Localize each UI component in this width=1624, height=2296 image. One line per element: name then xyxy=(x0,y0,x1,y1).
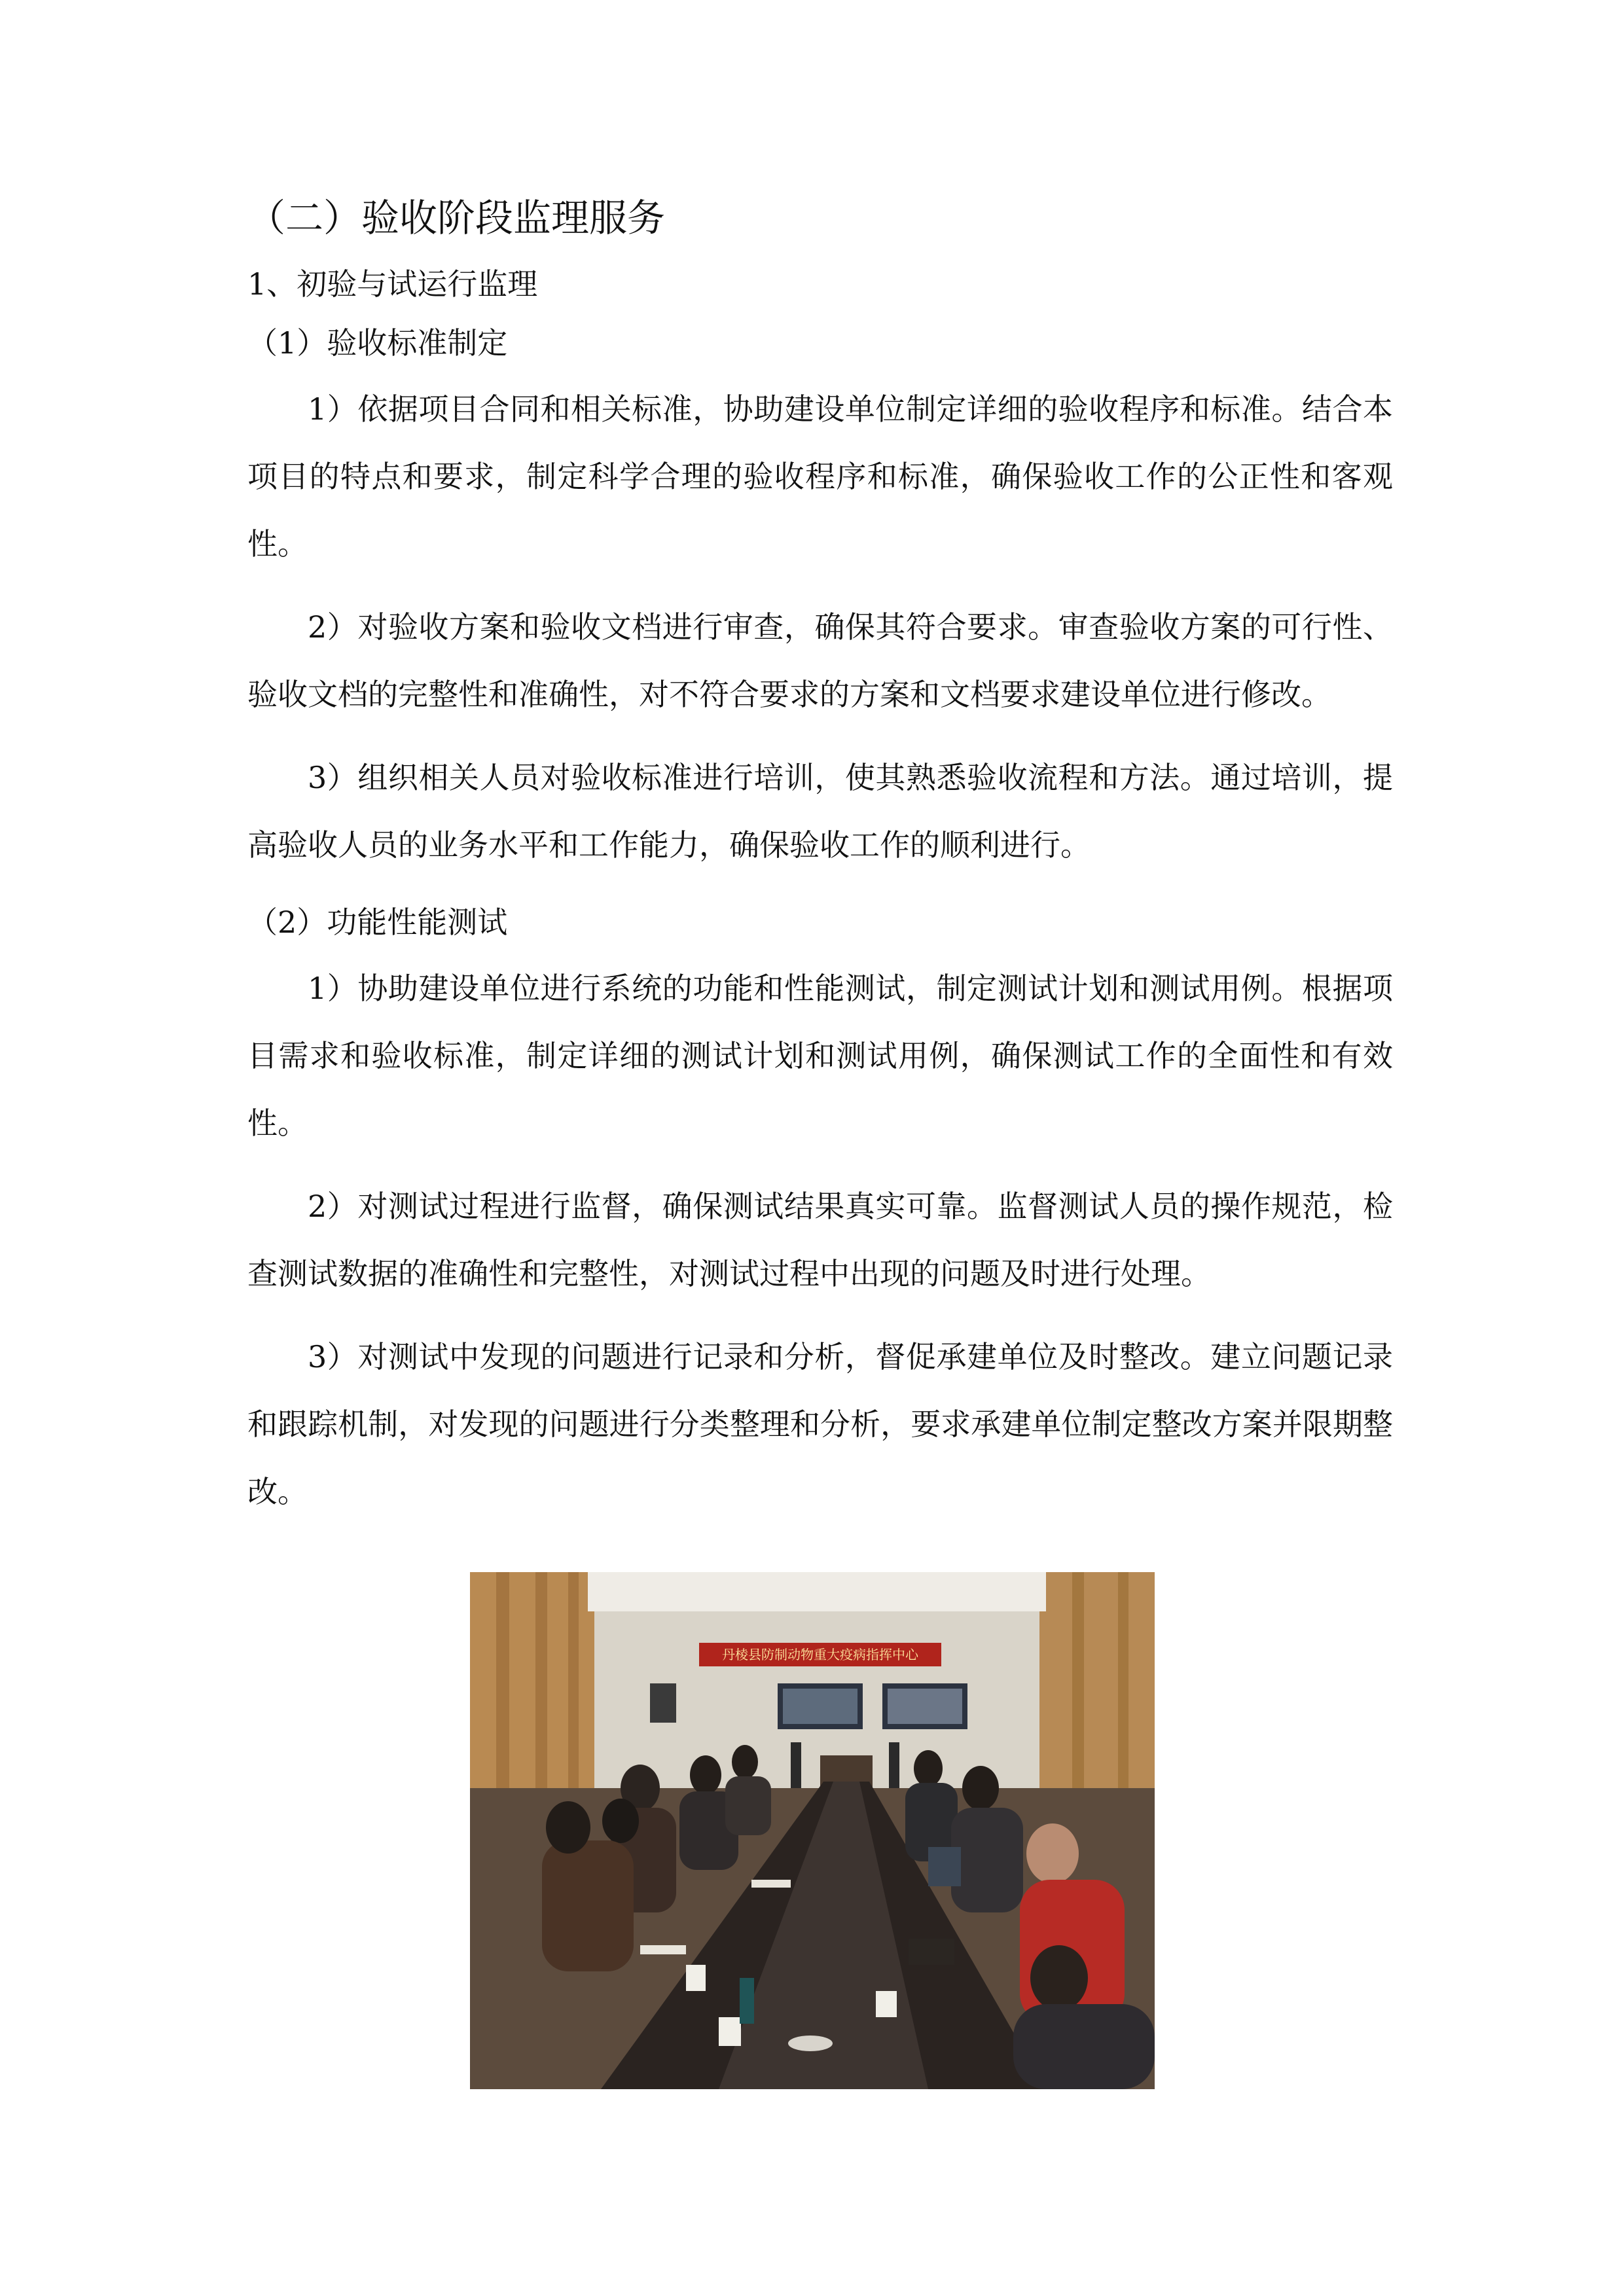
banner-text: 丹棱县防制动物重大疫病指挥中心 xyxy=(722,1647,918,1662)
meeting-room-photo xyxy=(470,1572,1155,2089)
paragraph: 3）组织相关人员对验收标准进行培训，使其熟悉验收流程和方法。通过培训，提高验收人员的业务水平和工作能力，确保验收工作的顺利进行。 xyxy=(247,760,1393,863)
paragraph: 1）协助建设单位进行系统的功能和性能测试，制定测试计划和测试用例。根据项目需求和验收标准，制定详细的测试计划和测试用例，确保测试工作的全面性和有效性。 xyxy=(247,971,1393,1141)
block-acceptance-standards xyxy=(247,319,1393,879)
block-function-performance-test xyxy=(247,899,1393,1526)
section-title: （二）验收阶段监理服务 xyxy=(247,196,666,240)
paragraph: 1）依据项目合同和相关标准，协助建设单位制定详细的验收程序和标准。结合本项目的特点和要求，制定科学合理的验收程序和标准，确保验收工作的公正性和客观性。 xyxy=(247,391,1393,562)
block-heading: （2）功能性能测试 xyxy=(247,905,508,940)
paragraph: 2）对验收方案和验收文档进行审查，确保其符合要求。审查验收方案的可行性、验收文档的完整性和准确性，对不符合要求的方案和文档要求建设单位进行修改。 xyxy=(247,609,1393,712)
block-heading: （1）验收标准制定 xyxy=(247,325,508,361)
document-body xyxy=(247,188,1393,1541)
subsection-title: 1、初验与试运行监理 xyxy=(247,266,538,302)
paragraph: 2）对测试过程进行监督，确保测试结果真实可靠。监督测试人员的操作规范，检查测试数据的准确性和完整性，对测试过程中出现的问题及时进行处理。 xyxy=(247,1189,1393,1291)
paragraph: 3）对测试中发现的问题进行记录和分析，督促承建单位及时整改。建立问题记录和跟踪机制，对发现的问题进行分类整理和分析，要求承建单位制定整改方案并限期整改。 xyxy=(247,1339,1393,1509)
